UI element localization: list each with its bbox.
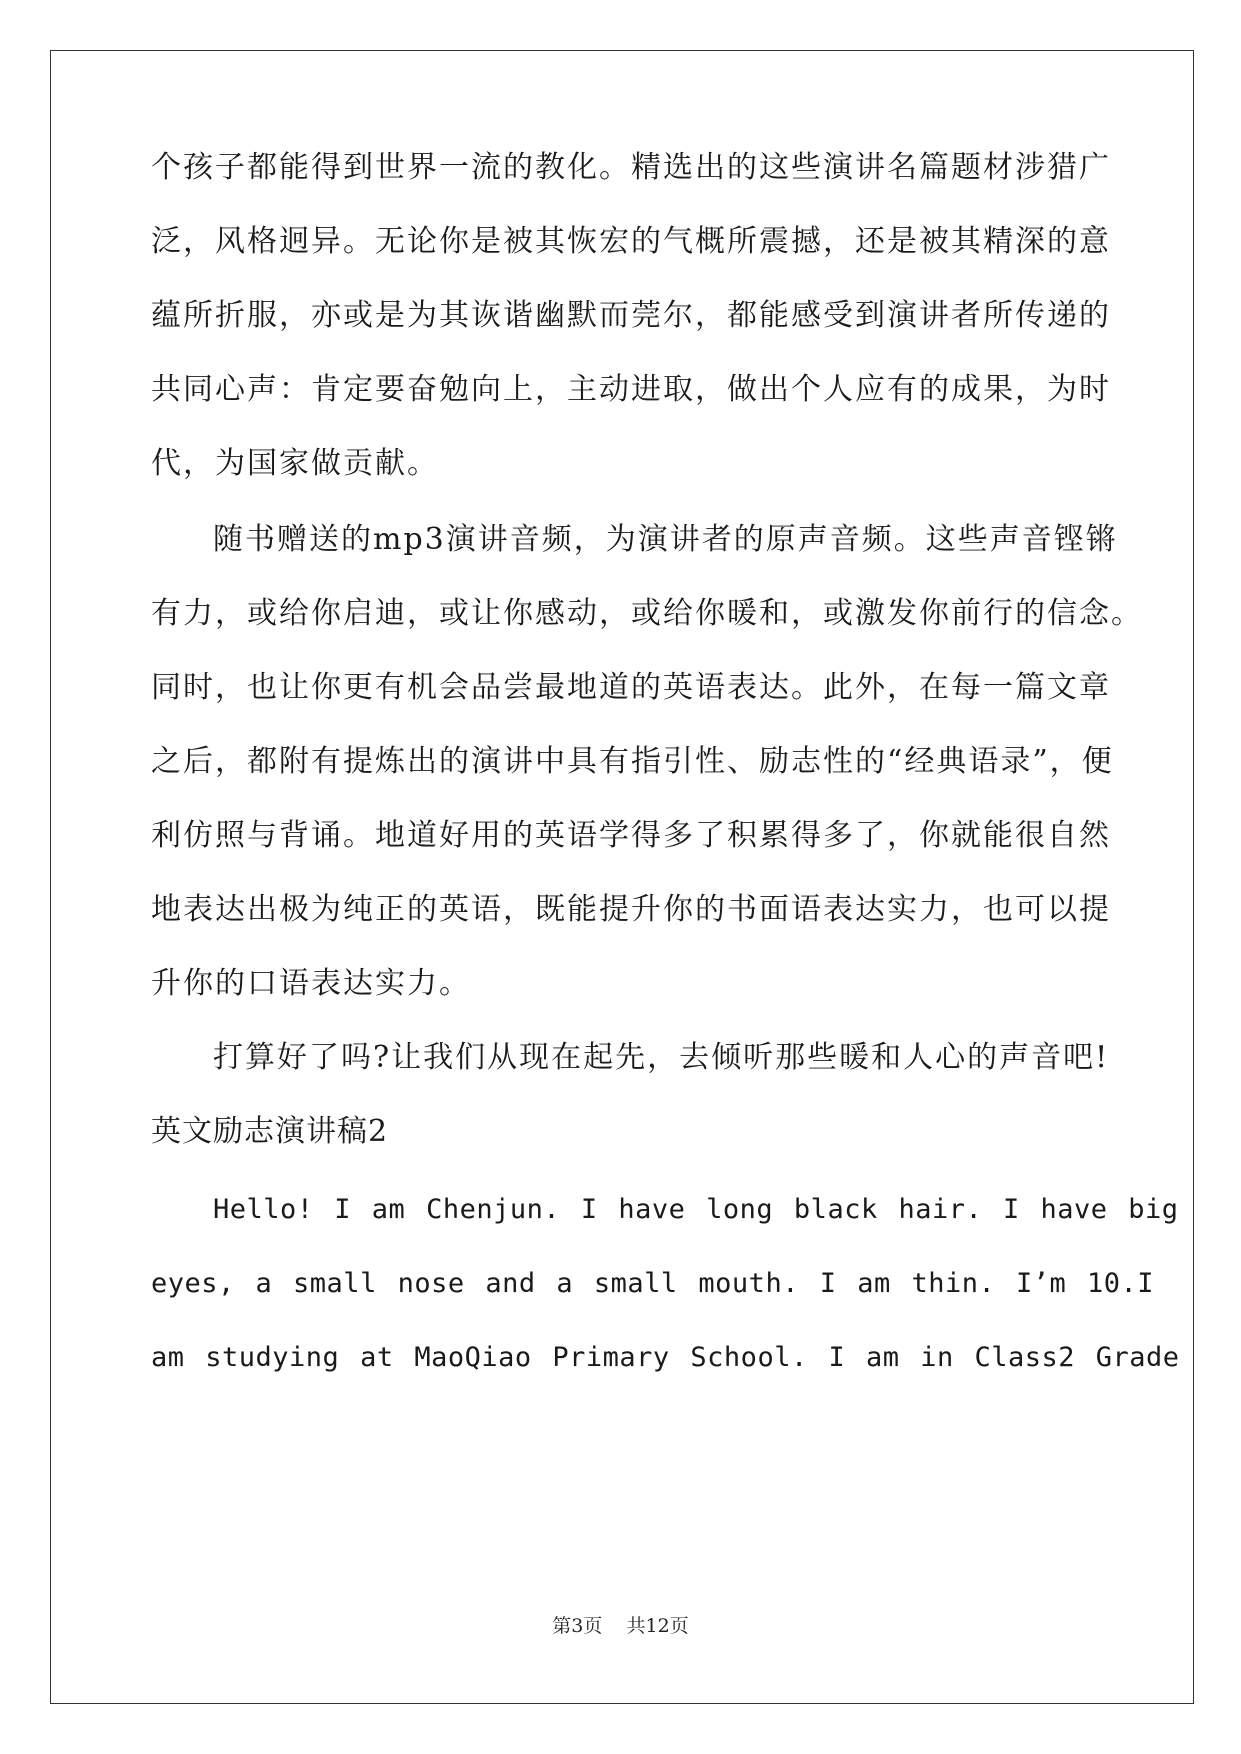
paragraph-line: 泛，风格迥异。无论你是被其恢宏的气概所震撼，还是被其精深的意 [151, 224, 1111, 259]
paragraph-line: 升你的口语表达实力。 [151, 966, 471, 1001]
page-number: 第3页 [552, 1615, 603, 1637]
paragraph-line: 地表达出极为纯正的英语，既能提升你的书面语表达实力，也可以提 [151, 892, 1111, 927]
paragraph-line: 同时，也让你更有机会品尝最地道的英语表达。此外，在每一篇文章 [151, 670, 1111, 705]
page-total: 共12页 [626, 1615, 689, 1637]
paragraph-line: 代，为国家做贡献。 [151, 446, 439, 481]
paragraph-line: 个孩子都能得到世界一流的教化。精选出的这些演讲名篇题材涉猎广 [151, 150, 1111, 185]
paragraph-line: 共同心声：肯定要奋勉向上，主动进取，做出个人应有的成果，为时 [151, 372, 1111, 407]
page-footer [0, 1614, 1241, 1638]
paragraph-line: 打算好了吗?让我们从现在起先，去倾听那些暖和人心的声音吧! [213, 1040, 1110, 1075]
paragraph-line: eyes, a small nose and a small mouth. I am thin. I’m 10.I [151, 1268, 1155, 1299]
paragraph-line: 随书赠送的mp3演讲音频，为演讲者的原声音频。这些声音铿锵 [213, 522, 1118, 557]
paragraph-line: Hello! I am Chenjun. I have long black hair. I have big [213, 1194, 1179, 1225]
paragraph-line: 蕴所折服，亦或是为其诙谐幽默而莞尔，都能感受到演讲者所传递的 [151, 298, 1111, 333]
paragraph-line: 之后，都附有提炼出的演讲中具有指引性、励志性的“经典语录”，便 [151, 744, 1114, 779]
paragraph-line: 有力，或给你启迪，或让你感动，或给你暖和，或激发你前行的信念。 [151, 596, 1143, 631]
section-heading: 英文励志演讲稿2 [151, 1114, 389, 1149]
paragraph-line: am studying at MaoQiao Primary School. I am in Class2 Grade [151, 1342, 1180, 1373]
paragraph-line: 利仿照与背诵。地道好用的英语学得多了积累得多了，你就能很自然 [151, 818, 1111, 853]
